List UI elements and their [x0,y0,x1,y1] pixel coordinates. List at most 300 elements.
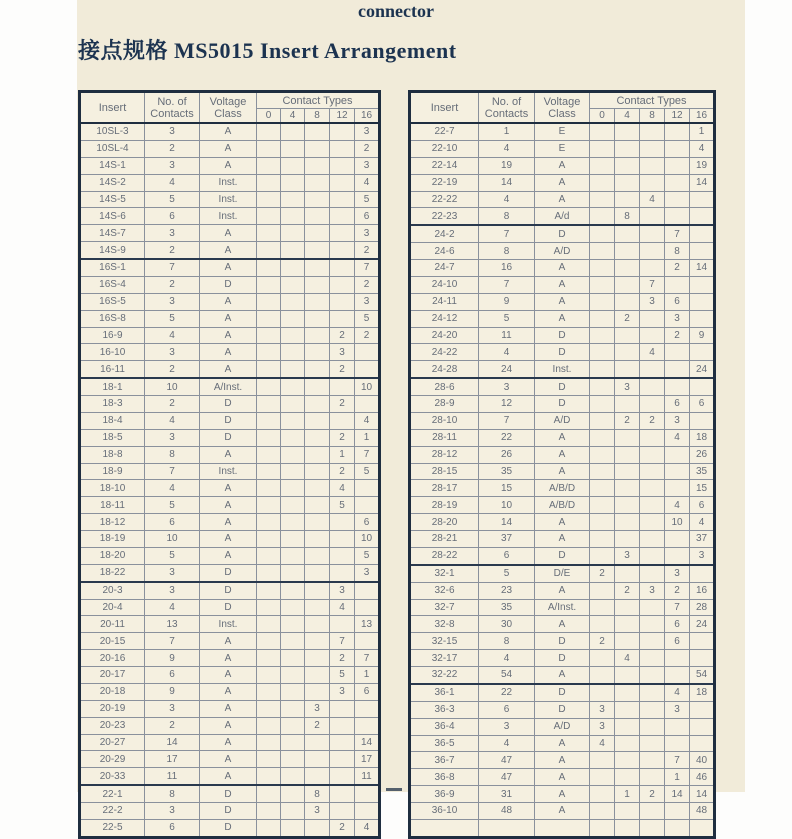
next-table-edge-mark [386,788,402,791]
table-row [410,123,715,140]
insert-cell: 14S-1 [80,157,145,174]
insert-cell: 22-1 [80,785,145,802]
insert-cell: 18-1 [80,378,145,395]
type-8-cell: 2 [640,786,665,803]
type-0-cell [590,174,615,191]
insert-cell: 16S-8 [80,310,145,327]
type-0-cell [257,225,281,242]
table-row [80,667,380,684]
type-0-cell [590,243,615,260]
type-16-cell: 24 [690,361,715,378]
column-header-voltage [200,92,257,124]
type-0-cell [257,514,281,531]
table-row [80,751,380,768]
table-row-empty [410,819,715,837]
type-12-cell: 2 [330,819,355,837]
type-8-cell [640,701,665,718]
type-0-cell [590,157,615,174]
contacts-cell: 7 [145,633,200,650]
table-row [80,480,380,497]
table-row [80,564,380,581]
type-8-cell [305,564,330,581]
contacts-cell: 4 [145,599,200,616]
type-0-cell [257,582,281,599]
type-4-cell [615,191,640,208]
voltage-cell: A [200,344,257,361]
type-16-cell [690,718,715,735]
type-16-cell: 7 [355,446,380,463]
voltage-cell: D [535,225,590,242]
type-8-cell [640,667,665,684]
contacts-cell: 4 [479,140,535,157]
insert-cell: 32-1 [410,565,479,582]
type-0-cell [257,378,281,395]
contacts-cell: 6 [145,208,200,225]
type-8-cell [305,276,330,293]
insert-cell: 28-20 [410,514,479,531]
type-0-cell [590,667,615,684]
type-12-cell [665,191,690,208]
table-row [80,429,380,446]
insert-cell: 24-7 [410,260,479,277]
table-row [410,174,715,191]
type-0-cell [257,547,281,564]
type-16-cell [355,344,380,361]
type-col-header-4: 4 [615,109,640,124]
contacts-cell: 7 [479,412,535,429]
type-0-cell [257,361,281,378]
table-row [410,582,715,599]
type-4-cell [615,429,640,446]
voltage-cell: A [200,259,257,276]
type-0-cell [257,650,281,667]
type-12-cell: 2 [330,463,355,480]
type-16-cell [690,819,715,837]
contacts-cell: 12 [479,396,535,413]
type-16-cell: 48 [690,803,715,820]
contacts-cell: 35 [479,599,535,616]
table-row [410,735,715,752]
insert-cell: 22-5 [80,819,145,837]
insert-cell: 22-2 [80,803,145,820]
type-4-cell [281,463,305,480]
type-16-cell [690,191,715,208]
table-row [410,803,715,820]
type-16-cell: 14 [355,734,380,751]
contacts-cell: 22 [479,429,535,446]
insert-cell: 32-8 [410,616,479,633]
contacts-cell: 2 [145,717,200,734]
voltage-cell: A [200,157,257,174]
column-header-contact-types: Contact Types [257,92,380,109]
voltage-cell: Inst. [535,361,590,378]
table-row [410,191,715,208]
table-row [410,480,715,497]
contacts-cell: 8 [145,446,200,463]
voltage-cell: Inst. [200,463,257,480]
contacts-cell: 9 [145,683,200,700]
contacts-cell: 23 [479,582,535,599]
type-16-cell [690,735,715,752]
insert-cell: 14S-9 [80,242,145,259]
insert-cell: 18-20 [80,547,145,564]
type-4-cell [281,259,305,276]
type-4-cell [281,768,305,785]
table-row [410,361,715,378]
type-4-cell [281,497,305,514]
type-8-cell [305,361,330,378]
type-8-cell [640,803,665,820]
table-row [410,701,715,718]
table-row [410,684,715,701]
voltage-cell: A [200,123,257,140]
contacts-cell: 9 [479,293,535,310]
type-8-cell [640,769,665,786]
voltage-cell: A [200,633,257,650]
voltage-cell: A [535,293,590,310]
type-4-cell [615,633,640,650]
type-8-cell [305,650,330,667]
type-0-cell [257,667,281,684]
type-12-cell: 10 [665,514,690,531]
type-16-cell [355,361,380,378]
type-16-cell: 24 [690,616,715,633]
contacts-cell: 3 [145,564,200,581]
type-0-cell [257,564,281,581]
insert-cell: 28-19 [410,497,479,514]
voltage-cell: A [200,225,257,242]
type-16-cell: 14 [690,786,715,803]
insert-cell: 24-6 [410,243,479,260]
voltage-cell: A [200,531,257,548]
type-0-cell [590,582,615,599]
contacts-cell: 4 [145,174,200,191]
voltage-cell [535,819,590,837]
voltage-cell: A/Inst. [535,599,590,616]
type-4-cell [615,819,640,837]
type-4-cell: 3 [615,378,640,395]
contacts-cell: 37 [479,531,535,548]
voltage-cell: A [200,751,257,768]
contacts-cell: 4 [145,480,200,497]
type-4-cell [615,396,640,413]
type-8-cell [640,514,665,531]
type-12-cell: 3 [330,582,355,599]
type-16-cell [690,344,715,361]
type-0-cell [257,412,281,429]
type-12-cell [330,259,355,276]
type-4-cell [281,208,305,225]
insert-cell: 10SL-3 [80,123,145,140]
type-0-cell [590,344,615,361]
type-4-cell [281,616,305,633]
type-8-cell [305,768,330,785]
type-16-cell: 4 [690,514,715,531]
type-0-cell [257,293,281,310]
table-row [410,531,715,548]
voltage-cell: A [535,157,590,174]
type-12-cell: 2 [665,260,690,277]
table-row [80,734,380,751]
insert-arrangement-table-left [78,90,381,839]
contacts-cell: 7 [145,259,200,276]
type-12-cell [665,378,690,395]
type-16-cell: 10 [355,378,380,395]
type-8-cell [640,157,665,174]
insert-cell: 14S-5 [80,191,145,208]
type-12-cell: 4 [665,684,690,701]
insert-cell: 22-23 [410,208,479,225]
contacts-cell: 14 [479,174,535,191]
voltage-cell: D [535,701,590,718]
voltage-cell: A/D [535,243,590,260]
insert-cell: 18-10 [80,480,145,497]
table-row [80,633,380,650]
table-row [80,208,380,225]
insert-cell: 28-9 [410,396,479,413]
insert-cell: 36-1 [410,684,479,701]
type-8-cell [640,174,665,191]
type-16-cell: 2 [355,327,380,344]
type-16-cell [355,582,380,599]
type-4-cell [615,361,640,378]
type-16-cell: 10 [355,531,380,548]
type-4-cell [281,633,305,650]
contacts-cell: 3 [145,582,200,599]
table-row [410,514,715,531]
insert-cell: 18-3 [80,396,145,413]
type-8-cell [640,208,665,225]
type-4-cell: 8 [615,208,640,225]
insert-cell: 20-27 [80,734,145,751]
type-4-cell [281,547,305,564]
contacts-cell: 14 [145,734,200,751]
type-12-cell [330,547,355,564]
type-8-cell [640,599,665,616]
table-row [410,208,715,225]
type-4-cell [615,276,640,293]
type-8-cell [305,310,330,327]
contacts-cell: 3 [145,157,200,174]
insert-cell: 18-19 [80,531,145,548]
type-12-cell [330,751,355,768]
table-row [410,260,715,277]
voltage-cell: A [535,582,590,599]
type-4-cell [281,700,305,717]
type-4-cell [281,717,305,734]
type-0-cell [257,140,281,157]
type-0-cell [257,259,281,276]
type-0-cell [257,531,281,548]
contacts-cell: 4 [479,344,535,361]
type-0-cell [257,310,281,327]
type-8-cell [305,174,330,191]
contacts-cell: 5 [145,310,200,327]
contacts-cell: 3 [145,344,200,361]
type-0-cell [590,140,615,157]
type-8-cell: 3 [640,582,665,599]
type-12-cell [665,208,690,225]
table-row [410,497,715,514]
type-4-cell [281,683,305,700]
type-4-cell [615,803,640,820]
type-16-cell [355,480,380,497]
voltage-cell: A [200,497,257,514]
type-16-cell [355,633,380,650]
insert-cell: 18-12 [80,514,145,531]
contacts-cell: 24 [479,361,535,378]
contacts-header-line1: No. of [491,95,522,108]
contacts-cell: 15 [479,480,535,497]
insert-cell: 32-7 [410,599,479,616]
type-0-cell [590,514,615,531]
type-4-cell [615,701,640,718]
type-0-cell [257,463,281,480]
type-0-cell [590,819,615,837]
type-8-cell [305,208,330,225]
contacts-header-line2: Contacts [150,107,194,120]
type-8-cell [305,819,330,837]
type-16-cell: 18 [690,684,715,701]
voltage-cell: A [200,717,257,734]
type-16-cell: 4 [355,819,380,837]
table-row [80,293,380,310]
type-12-cell: 3 [665,412,690,429]
insert-cell: 10SL-4 [80,140,145,157]
type-16-cell: 46 [690,769,715,786]
table-row [80,276,380,293]
insert-cell: 20-4 [80,599,145,616]
type-4-cell [281,293,305,310]
type-4-cell [615,225,640,242]
insert-cell: 24-11 [410,293,479,310]
type-12-cell: 1 [330,446,355,463]
type-8-cell [640,361,665,378]
table-row [80,497,380,514]
insert-cell: 22-19 [410,174,479,191]
table-row [80,225,380,242]
type-8-cell [305,191,330,208]
contacts-cell: 14 [479,514,535,531]
type-8-cell: 7 [640,276,665,293]
type-12-cell [665,157,690,174]
table-row [80,463,380,480]
type-12-cell: 7 [665,752,690,769]
type-16-cell: 16 [690,582,715,599]
type-4-cell [281,819,305,837]
type-12-cell: 3 [330,683,355,700]
type-8-cell [640,446,665,463]
type-8-cell [305,259,330,276]
type-4-cell: 4 [615,650,640,667]
contacts-cell: 17 [145,751,200,768]
type-8-cell [305,667,330,684]
voltage-cell: D [200,803,257,820]
type-8-cell [305,396,330,413]
type-16-cell: 9 [690,327,715,344]
type-12-cell [330,514,355,531]
insert-cell: 14S-7 [80,225,145,242]
type-8-cell [305,683,330,700]
insert-cell: 36-5 [410,735,479,752]
type-16-cell [355,396,380,413]
voltage-cell: A [200,242,257,259]
insert-cell: 36-4 [410,718,479,735]
type-0-cell: 3 [590,718,615,735]
type-4-cell: 2 [615,310,640,327]
voltage-cell: D [200,429,257,446]
table-row [410,718,715,735]
type-8-cell [305,463,330,480]
type-0-cell [257,768,281,785]
contacts-cell: 11 [479,327,535,344]
column-header-contacts [145,92,200,124]
type-12-cell [330,225,355,242]
voltage-cell: A [200,547,257,564]
table-row [80,803,380,820]
type-16-cell [355,599,380,616]
type-12-cell [330,208,355,225]
type-8-cell [305,242,330,259]
insert-cell: 28-15 [410,463,479,480]
table-row [410,344,715,361]
contacts-cell [479,819,535,837]
type-12-cell [665,803,690,820]
type-12-cell: 6 [665,293,690,310]
table-row [410,310,715,327]
contacts-cell: 6 [479,547,535,564]
contacts-cell: 3 [145,123,200,140]
contacts-cell: 4 [479,650,535,667]
type-16-cell: 3 [355,293,380,310]
type-12-cell: 7 [665,225,690,242]
type-8-cell [640,531,665,548]
type-0-cell [257,616,281,633]
type-12-cell: 3 [665,310,690,327]
type-4-cell [615,752,640,769]
type-16-cell: 54 [690,667,715,684]
table-row [80,174,380,191]
table-row [80,785,380,802]
type-16-cell [690,276,715,293]
voltage-cell: Inst. [200,191,257,208]
insert-cell: 18-4 [80,412,145,429]
type-4-cell [615,684,640,701]
type-8-cell: 3 [640,293,665,310]
contacts-cell: 2 [145,140,200,157]
type-16-cell: 17 [355,751,380,768]
insert-cell: 32-17 [410,650,479,667]
type-12-cell: 5 [330,497,355,514]
type-16-cell: 28 [690,599,715,616]
contacts-cell: 5 [479,310,535,327]
insert-cell: 16S-4 [80,276,145,293]
voltage-cell: A [200,667,257,684]
voltage-cell: A [200,768,257,785]
type-16-cell: 2 [355,242,380,259]
type-8-cell: 2 [640,412,665,429]
type-12-cell [665,344,690,361]
type-16-cell [690,293,715,310]
type-8-cell [640,497,665,514]
voltage-cell: A [535,786,590,803]
type-12-cell: 6 [665,396,690,413]
type-4-cell [281,564,305,581]
type-8-cell [305,378,330,395]
type-0-cell [257,446,281,463]
contacts-cell: 3 [145,225,200,242]
table-row [80,616,380,633]
